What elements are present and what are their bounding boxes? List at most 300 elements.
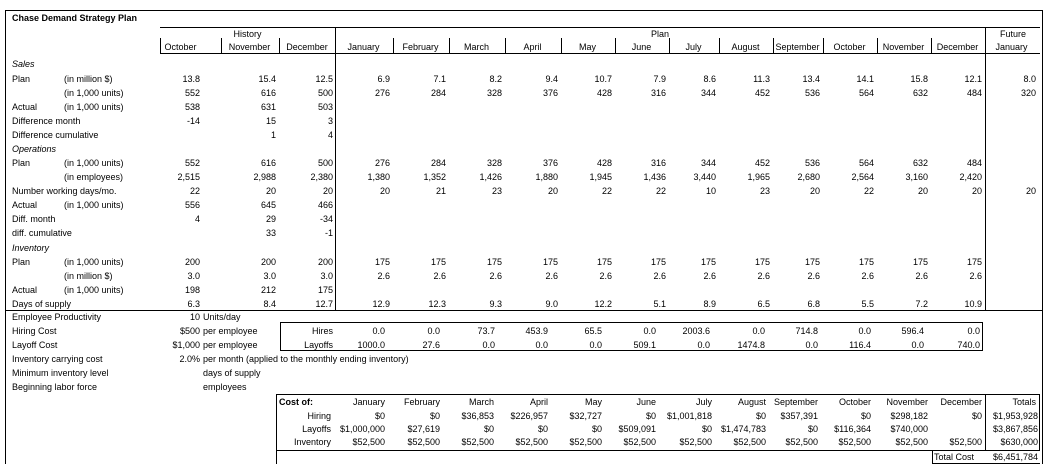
hires-cell[interactable]: 0.0	[858, 326, 871, 336]
cost-cell[interactable]: $52,500	[679, 437, 712, 447]
data-cell[interactable]	[562, 227, 612, 239]
data-cell[interactable]	[824, 227, 874, 239]
data-cell[interactable]	[394, 129, 446, 141]
cost-cell[interactable]: $52,500	[461, 437, 494, 447]
data-cell[interactable]	[986, 284, 1036, 296]
data-cell[interactable]	[562, 129, 612, 141]
data-cell[interactable]	[336, 115, 390, 127]
data-cell[interactable]	[616, 227, 666, 239]
data-cell[interactable]: 12.7	[315, 299, 333, 309]
cost-total[interactable]: $3,867,856	[992, 424, 1038, 434]
data-cell[interactable]: 175	[858, 257, 874, 267]
data-cell[interactable]	[824, 115, 874, 127]
data-cell[interactable]	[450, 213, 502, 225]
data-cell[interactable]: 10.7	[594, 74, 612, 84]
data-cell[interactable]	[774, 101, 820, 113]
data-cell[interactable]: 8.9	[703, 299, 716, 309]
data-cell[interactable]: -1	[324, 228, 333, 238]
param-value[interactable]: $500	[179, 326, 200, 336]
param-value[interactable]: 10	[189, 312, 200, 322]
data-cell[interactable]	[562, 284, 612, 296]
data-cell[interactable]: 552	[184, 158, 200, 168]
data-cell[interactable]	[986, 199, 1036, 211]
data-cell[interactable]: 484	[966, 88, 982, 98]
data-cell[interactable]: 328	[486, 88, 502, 98]
data-cell[interactable]: -14	[186, 116, 200, 126]
data-cell[interactable]: 1,880	[535, 172, 558, 182]
data-cell[interactable]	[824, 199, 874, 211]
cost-cell[interactable]: $509,091	[618, 424, 656, 434]
cost-cell[interactable]: $0	[645, 411, 656, 421]
cost-cell[interactable]: $0	[807, 424, 818, 434]
hires-cell[interactable]: 596.4	[901, 326, 924, 336]
cost-cell[interactable]: $52,500	[569, 437, 602, 447]
data-cell[interactable]	[670, 129, 716, 141]
data-cell[interactable]: 6.5	[757, 299, 770, 309]
data-cell[interactable]: 466	[317, 200, 333, 210]
data-cell[interactable]: 2.6	[545, 271, 558, 281]
data-cell[interactable]	[562, 101, 612, 113]
cost-cell[interactable]: $1,001,818	[666, 411, 712, 421]
data-cell[interactable]: 175	[912, 257, 928, 267]
data-cell[interactable]: 1	[270, 130, 276, 140]
data-cell[interactable]	[562, 213, 612, 225]
data-cell[interactable]	[986, 270, 1036, 282]
data-cell[interactable]	[336, 101, 390, 113]
data-cell[interactable]: 9.4	[545, 74, 558, 84]
data-cell[interactable]: 175	[754, 257, 770, 267]
hires-cell[interactable]: 0.0	[752, 326, 765, 336]
data-cell[interactable]	[336, 129, 390, 141]
data-cell[interactable]	[986, 171, 1036, 183]
data-cell[interactable]: 1,380	[367, 172, 390, 182]
data-cell[interactable]: 33	[265, 228, 276, 238]
data-cell[interactable]: 21	[435, 186, 446, 196]
data-cell[interactable]	[506, 213, 558, 225]
data-cell[interactable]: 2.6	[969, 271, 982, 281]
data-cell[interactable]: 12.1	[964, 74, 982, 84]
data-cell[interactable]	[394, 227, 446, 239]
data-cell[interactable]: 428	[596, 88, 612, 98]
data-cell[interactable]: 344	[700, 88, 716, 98]
data-cell[interactable]	[506, 199, 558, 211]
data-cell[interactable]: 175	[596, 257, 612, 267]
data-cell[interactable]: 22	[189, 186, 200, 196]
data-cell[interactable]: 9.3	[489, 299, 502, 309]
data-cell[interactable]	[506, 101, 558, 113]
data-cell[interactable]: 8.6	[703, 74, 716, 84]
data-cell[interactable]: 20	[1025, 186, 1036, 196]
data-cell[interactable]	[774, 227, 820, 239]
cost-cell[interactable]: $0	[591, 424, 602, 434]
data-cell[interactable]	[878, 199, 928, 211]
data-cell[interactable]: 12.3	[428, 299, 446, 309]
cost-cell[interactable]: $298,182	[890, 411, 928, 421]
data-cell[interactable]: 452	[754, 158, 770, 168]
data-cell[interactable]: 376	[542, 158, 558, 168]
data-cell[interactable]: 3.0	[263, 271, 276, 281]
data-cell[interactable]: 23	[491, 186, 502, 196]
data-cell[interactable]: 503	[317, 102, 333, 112]
data-cell[interactable]	[986, 298, 1036, 310]
cost-cell[interactable]: $0	[537, 424, 548, 434]
data-cell[interactable]: 10	[705, 186, 716, 196]
data-cell[interactable]: 15.8	[910, 74, 928, 84]
cost-cell[interactable]: $0	[429, 411, 440, 421]
data-cell[interactable]: 556	[184, 200, 200, 210]
layoffs-cell[interactable]: 27.6	[422, 340, 440, 350]
data-cell[interactable]	[616, 213, 666, 225]
data-cell[interactable]	[450, 227, 502, 239]
cost-total[interactable]: $1,953,928	[992, 411, 1038, 421]
data-cell[interactable]	[774, 199, 820, 211]
cost-cell[interactable]: $0	[755, 411, 766, 421]
data-cell[interactable]	[824, 101, 874, 113]
data-cell[interactable]: 175	[650, 257, 666, 267]
data-cell[interactable]: 175	[966, 257, 982, 267]
data-cell[interactable]: 3.0	[187, 271, 200, 281]
data-cell[interactable]: 175	[374, 257, 390, 267]
data-cell[interactable]: 212	[260, 285, 276, 295]
data-cell[interactable]: 2,680	[797, 172, 820, 182]
data-cell[interactable]: 2,564	[851, 172, 874, 182]
param-value[interactable]	[150, 381, 200, 393]
data-cell[interactable]: 7.1	[433, 74, 446, 84]
data-cell[interactable]: 645	[260, 200, 276, 210]
data-cell[interactable]	[670, 199, 716, 211]
data-cell[interactable]: 564	[858, 158, 874, 168]
data-cell[interactable]	[932, 227, 982, 239]
data-cell[interactable]: 2,420	[959, 172, 982, 182]
cost-cell[interactable]: $0	[483, 424, 494, 434]
data-cell[interactable]: 2.6	[377, 271, 390, 281]
data-cell[interactable]: 500	[317, 88, 333, 98]
data-cell[interactable]: 2.6	[433, 271, 446, 281]
data-cell[interactable]	[670, 284, 716, 296]
data-cell[interactable]	[986, 157, 1036, 169]
data-cell[interactable]: 1,426	[479, 172, 502, 182]
layoffs-cell[interactable]: 0.0	[805, 340, 818, 350]
hires-cell[interactable]: 0.0	[372, 326, 385, 336]
data-cell[interactable]: 6.9	[377, 74, 390, 84]
data-cell[interactable]: 376	[542, 88, 558, 98]
cost-cell[interactable]: $36,853	[461, 411, 494, 421]
cost-cell[interactable]: $0	[971, 411, 982, 421]
data-cell[interactable]: 632	[912, 158, 928, 168]
data-cell[interactable]	[824, 129, 874, 141]
cost-cell[interactable]: $32,727	[569, 411, 602, 421]
data-cell[interactable]: 6.3	[187, 299, 200, 309]
data-cell[interactable]	[986, 256, 1036, 268]
data-cell[interactable]: 13.8	[182, 74, 200, 84]
data-cell[interactable]	[824, 213, 874, 225]
data-cell[interactable]: 564	[858, 88, 874, 98]
cost-total[interactable]: $630,000	[1000, 437, 1038, 447]
hires-cell[interactable]: 0.0	[427, 326, 440, 336]
data-cell[interactable]: 20	[379, 186, 390, 196]
data-cell[interactable]: 175	[804, 257, 820, 267]
data-cell[interactable]: 616	[260, 158, 276, 168]
data-cell[interactable]	[986, 227, 1036, 239]
data-cell[interactable]: 2.6	[861, 271, 874, 281]
cost-cell[interactable]: $52,500	[785, 437, 818, 447]
data-cell[interactable]: 3	[327, 116, 333, 126]
data-cell[interactable]	[450, 101, 502, 113]
data-cell[interactable]: 536	[804, 158, 820, 168]
cost-cell[interactable]: $52,500	[515, 437, 548, 447]
data-cell[interactable]	[878, 129, 928, 141]
data-cell[interactable]	[932, 129, 982, 141]
cost-cell[interactable]: $226,957	[510, 411, 548, 421]
data-cell[interactable]	[616, 101, 666, 113]
hires-cell[interactable]: 453.9	[525, 326, 548, 336]
data-cell[interactable]	[562, 115, 612, 127]
data-cell[interactable]: 5.5	[861, 299, 874, 309]
data-cell[interactable]	[932, 213, 982, 225]
data-cell[interactable]	[450, 129, 502, 141]
data-cell[interactable]	[720, 213, 770, 225]
data-cell[interactable]: 536	[804, 88, 820, 98]
data-cell[interactable]: 7.2	[915, 299, 928, 309]
data-cell[interactable]: 3,440	[693, 172, 716, 182]
data-cell[interactable]	[394, 199, 446, 211]
cost-cell[interactable]: $27,619	[407, 424, 440, 434]
data-cell[interactable]: 11.3	[753, 74, 770, 84]
data-cell[interactable]: 284	[430, 88, 446, 98]
data-cell[interactable]: 284	[430, 158, 446, 168]
data-cell[interactable]: 631	[260, 102, 276, 112]
data-cell[interactable]: 20	[917, 186, 928, 196]
data-cell[interactable]: 198	[184, 285, 200, 295]
data-cell[interactable]	[616, 284, 666, 296]
data-cell[interactable]: 6.8	[807, 299, 820, 309]
data-cell[interactable]	[506, 284, 558, 296]
cost-cell[interactable]: $116,364	[834, 424, 871, 434]
data-cell[interactable]	[450, 284, 502, 296]
data-cell[interactable]: 1,436	[643, 172, 666, 182]
hires-cell[interactable]: 73.7	[477, 326, 495, 336]
layoffs-cell[interactable]: 509.1	[633, 340, 656, 350]
data-cell[interactable]: 452	[754, 88, 770, 98]
data-cell[interactable]: 2,988	[253, 172, 276, 182]
data-cell[interactable]: 4	[194, 214, 200, 224]
data-cell[interactable]	[450, 199, 502, 211]
data-cell[interactable]	[720, 129, 770, 141]
data-cell[interactable]	[932, 101, 982, 113]
data-cell[interactable]: 2.6	[807, 271, 820, 281]
data-cell[interactable]	[394, 284, 446, 296]
data-cell[interactable]: 8.0	[1023, 74, 1036, 84]
data-cell[interactable]	[932, 199, 982, 211]
cost-cell[interactable]: $1,000,000	[339, 424, 385, 434]
data-cell[interactable]	[720, 227, 770, 239]
data-cell[interactable]	[562, 199, 612, 211]
data-cell[interactable]: 316	[650, 88, 666, 98]
data-cell[interactable]: 316	[650, 158, 666, 168]
data-cell[interactable]: 328	[486, 158, 502, 168]
data-cell[interactable]: 276	[374, 158, 390, 168]
layoffs-cell[interactable]: 0.0	[482, 340, 495, 350]
data-cell[interactable]: 7.9	[653, 74, 666, 84]
data-cell[interactable]: 22	[655, 186, 666, 196]
data-cell[interactable]: 2.6	[915, 271, 928, 281]
data-cell[interactable]	[336, 227, 390, 239]
param-value[interactable]: 2.0%	[179, 354, 200, 364]
data-cell[interactable]: 13.4	[802, 74, 820, 84]
data-cell[interactable]	[616, 115, 666, 127]
data-cell[interactable]	[394, 213, 446, 225]
data-cell[interactable]: 616	[260, 88, 276, 98]
data-cell[interactable]: 276	[374, 88, 390, 98]
data-cell[interactable]: 4	[327, 130, 333, 140]
data-cell[interactable]	[336, 284, 390, 296]
data-cell[interactable]	[986, 115, 1036, 127]
data-cell[interactable]: 1,965	[747, 172, 770, 182]
data-cell[interactable]: 22	[601, 186, 612, 196]
layoffs-cell[interactable]: 116.4	[849, 340, 871, 350]
data-cell[interactable]: 2.6	[489, 271, 502, 281]
data-cell[interactable]: 20	[547, 186, 558, 196]
layoffs-cell[interactable]: 0.0	[697, 340, 710, 350]
data-cell[interactable]: 632	[912, 88, 928, 98]
data-cell[interactable]: 8.4	[263, 299, 276, 309]
data-cell[interactable]: 175	[430, 257, 446, 267]
data-cell[interactable]	[720, 199, 770, 211]
data-cell[interactable]	[824, 284, 874, 296]
data-cell[interactable]	[670, 227, 716, 239]
data-cell[interactable]	[336, 213, 390, 225]
data-cell[interactable]: 428	[596, 158, 612, 168]
data-cell[interactable]: 2.6	[653, 271, 666, 281]
cost-cell[interactable]: $52,500	[949, 437, 982, 447]
layoffs-cell[interactable]: 1000.0	[357, 340, 385, 350]
data-cell[interactable]	[878, 101, 928, 113]
data-cell[interactable]	[616, 129, 666, 141]
data-cell[interactable]	[774, 129, 820, 141]
data-cell[interactable]: 2,515	[177, 172, 200, 182]
data-cell[interactable]: 200	[317, 257, 333, 267]
cost-cell[interactable]: $52,500	[838, 437, 871, 447]
data-cell[interactable]	[450, 115, 502, 127]
data-cell[interactable]: 200	[184, 257, 200, 267]
data-cell[interactable]: -34	[319, 214, 333, 224]
hires-cell[interactable]: 714.8	[795, 326, 818, 336]
data-cell[interactable]: 10.9	[964, 299, 982, 309]
data-cell[interactable]: 12.2	[594, 299, 612, 309]
data-cell[interactable]: 2,380	[310, 172, 333, 182]
data-cell[interactable]: 175	[486, 257, 502, 267]
cost-cell[interactable]: $740,000	[890, 424, 928, 434]
data-cell[interactable]: 20	[809, 186, 820, 196]
data-cell[interactable]: 15.4	[258, 74, 276, 84]
cost-cell[interactable]: $52,500	[895, 437, 928, 447]
data-cell[interactable]	[670, 213, 716, 225]
data-cell[interactable]	[670, 115, 716, 127]
data-cell[interactable]: 23	[759, 186, 770, 196]
data-cell[interactable]	[932, 115, 982, 127]
data-cell[interactable]	[160, 227, 200, 239]
data-cell[interactable]: 175	[700, 257, 716, 267]
data-cell[interactable]: 12.9	[372, 299, 390, 309]
data-cell[interactable]: 29	[265, 214, 276, 224]
data-cell[interactable]: 20	[971, 186, 982, 196]
data-cell[interactable]	[774, 284, 820, 296]
cost-cell[interactable]: $0	[701, 424, 712, 434]
data-cell[interactable]: 22	[863, 186, 874, 196]
cost-cell[interactable]: $1,474,783	[720, 424, 766, 434]
data-cell[interactable]	[878, 227, 928, 239]
data-cell[interactable]	[878, 213, 928, 225]
data-cell[interactable]	[506, 129, 558, 141]
data-cell[interactable]: 14.1	[856, 74, 874, 84]
hires-cell[interactable]: 0.0	[643, 326, 656, 336]
data-cell[interactable]: 15	[265, 116, 276, 126]
data-cell[interactable]: 1,945	[589, 172, 612, 182]
data-cell[interactable]: 5.1	[653, 299, 666, 309]
cost-cell[interactable]: $52,500	[733, 437, 766, 447]
param-value[interactable]	[150, 367, 200, 379]
data-cell[interactable]: 344	[700, 158, 716, 168]
data-cell[interactable]: 9.0	[545, 299, 558, 309]
layoffs-cell[interactable]: 740.0	[957, 340, 980, 350]
data-cell[interactable]	[720, 284, 770, 296]
cost-cell[interactable]: $52,500	[352, 437, 385, 447]
data-cell[interactable]: 500	[317, 158, 333, 168]
data-cell[interactable]: 20	[265, 186, 276, 196]
data-cell[interactable]	[394, 115, 446, 127]
data-cell[interactable]	[774, 213, 820, 225]
data-cell[interactable]: 484	[966, 158, 982, 168]
layoffs-cell[interactable]: 0.0	[535, 340, 548, 350]
data-cell[interactable]: 3,160	[905, 172, 928, 182]
cost-cell[interactable]: $0	[860, 411, 871, 421]
data-cell[interactable]: 3.0	[320, 271, 333, 281]
data-cell[interactable]: 2.6	[599, 271, 612, 281]
data-cell[interactable]	[986, 213, 1036, 225]
cost-cell[interactable]: $0	[374, 411, 385, 421]
data-cell[interactable]: 200	[260, 257, 276, 267]
data-cell[interactable]	[878, 115, 928, 127]
cost-cell[interactable]: $52,500	[623, 437, 656, 447]
data-cell[interactable]	[878, 284, 928, 296]
data-cell[interactable]: 175	[542, 257, 558, 267]
data-cell[interactable]	[336, 199, 390, 211]
data-cell[interactable]	[670, 101, 716, 113]
data-cell[interactable]: 2.6	[757, 271, 770, 281]
hires-cell[interactable]: 65.5	[584, 326, 602, 336]
layoffs-cell[interactable]: 0.0	[911, 340, 924, 350]
data-cell[interactable]	[506, 227, 558, 239]
data-cell[interactable]	[932, 284, 982, 296]
data-cell[interactable]: 12.5	[315, 74, 333, 84]
layoffs-cell[interactable]: 1474.8	[737, 340, 765, 350]
data-cell[interactable]	[720, 101, 770, 113]
data-cell[interactable]	[506, 115, 558, 127]
layoffs-cell[interactable]: 0.0	[589, 340, 602, 350]
data-cell[interactable]	[616, 199, 666, 211]
data-cell[interactable]: 8.2	[489, 74, 502, 84]
data-cell[interactable]	[394, 101, 446, 113]
data-cell[interactable]: 552	[184, 88, 200, 98]
data-cell[interactable]: 175	[317, 285, 333, 295]
cost-cell[interactable]: $52,500	[407, 437, 440, 447]
param-value[interactable]: $1,000	[172, 340, 200, 350]
data-cell[interactable]: 538	[184, 102, 200, 112]
data-cell[interactable]	[986, 129, 1036, 141]
data-cell[interactable]	[160, 129, 200, 141]
data-cell[interactable]	[720, 115, 770, 127]
data-cell[interactable]	[774, 115, 820, 127]
